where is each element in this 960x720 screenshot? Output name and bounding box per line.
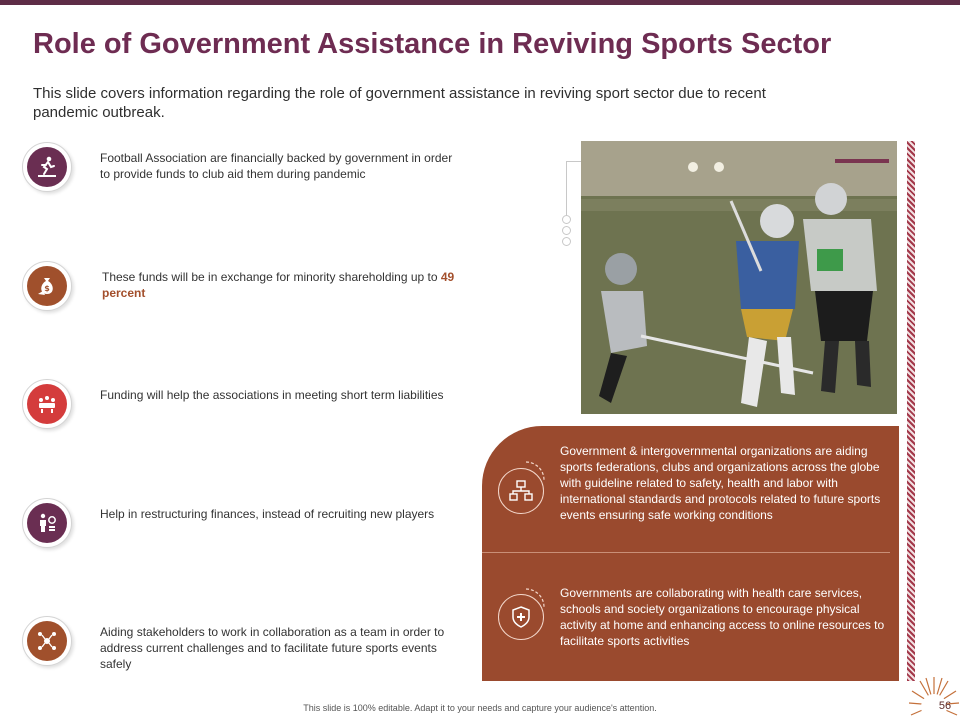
top-accent-bar bbox=[0, 0, 960, 5]
decorative-dot bbox=[562, 215, 571, 224]
point-text-main: These funds will be in exchange for minority shareholding up to bbox=[102, 270, 441, 284]
point-item-funding-backing bbox=[22, 142, 472, 202]
point-icon-ring bbox=[22, 261, 72, 311]
finance-person-icon bbox=[27, 503, 67, 543]
point-text: Funding will help the associations in meeting short term liabilities bbox=[100, 388, 444, 402]
point-item-restructuring-finances bbox=[22, 498, 472, 558]
panel-divider bbox=[482, 552, 890, 553]
organization-chart-icon bbox=[498, 468, 544, 514]
decorative-connector bbox=[566, 161, 581, 162]
point-icon-ring bbox=[22, 616, 72, 666]
panel-text-guidelines: Government & intergovernmental organizations are aiding sports federations, clubs and organizations across the globe with guideline related to safety, health and labor with international standards and protocols related to future sports events ensuring safe working conditions bbox=[560, 444, 881, 522]
runner-icon bbox=[27, 147, 67, 187]
info-panel bbox=[482, 426, 899, 681]
decorative-dot bbox=[562, 226, 571, 235]
slide-title: Role of Government Assistance in Reviving Sports Sector bbox=[33, 28, 832, 60]
meeting-icon bbox=[27, 384, 67, 424]
point-icon-ring bbox=[22, 379, 72, 429]
money-bag-icon bbox=[27, 266, 67, 306]
photo-accent-line bbox=[835, 159, 889, 163]
point-item-minority-shareholding bbox=[22, 261, 472, 321]
health-shield-icon bbox=[498, 594, 544, 640]
point-item-short-term-liabilities bbox=[22, 379, 472, 439]
point-text bbox=[102, 269, 462, 301]
slide-subtitle: This slide covers information regarding the role of government assistance in reviving sport sector due to recent pandemic outbreak. bbox=[33, 85, 766, 121]
point-icon-ring bbox=[22, 142, 72, 192]
svg-text:$: $ bbox=[44, 284, 50, 293]
lacrosse-players-photo bbox=[581, 141, 897, 414]
point-text: Aiding stakeholders to work in collaboration as a team in order to address current challenges and to facilitate future sports events safely bbox=[100, 625, 445, 671]
decorative-connector bbox=[566, 161, 567, 216]
highlight-percent: 49 percent bbox=[102, 270, 455, 300]
point-text: Football Association are financially backed by government in order to provide funds to club aid them during pandemic bbox=[100, 151, 453, 181]
slide-footer: This slide is 100% editable. Adapt it to your needs and capture your audience's attention. bbox=[303, 703, 657, 713]
point-text: Help in restructuring finances, instead of recruiting new players bbox=[100, 507, 435, 521]
panel-text-health-collaboration: Governments are collaborating with health care services, schools and society organizations to encourage physical activity at home and enhancing access to online resources to facilitate sports activities bbox=[560, 586, 885, 648]
page-number: 56 bbox=[938, 700, 952, 712]
point-icon-ring bbox=[22, 498, 72, 548]
decorative-dot bbox=[562, 237, 571, 246]
collaboration-icon bbox=[27, 621, 67, 661]
point-item-stakeholder-collaboration bbox=[22, 616, 472, 676]
decorative-stripe bbox=[907, 141, 915, 681]
